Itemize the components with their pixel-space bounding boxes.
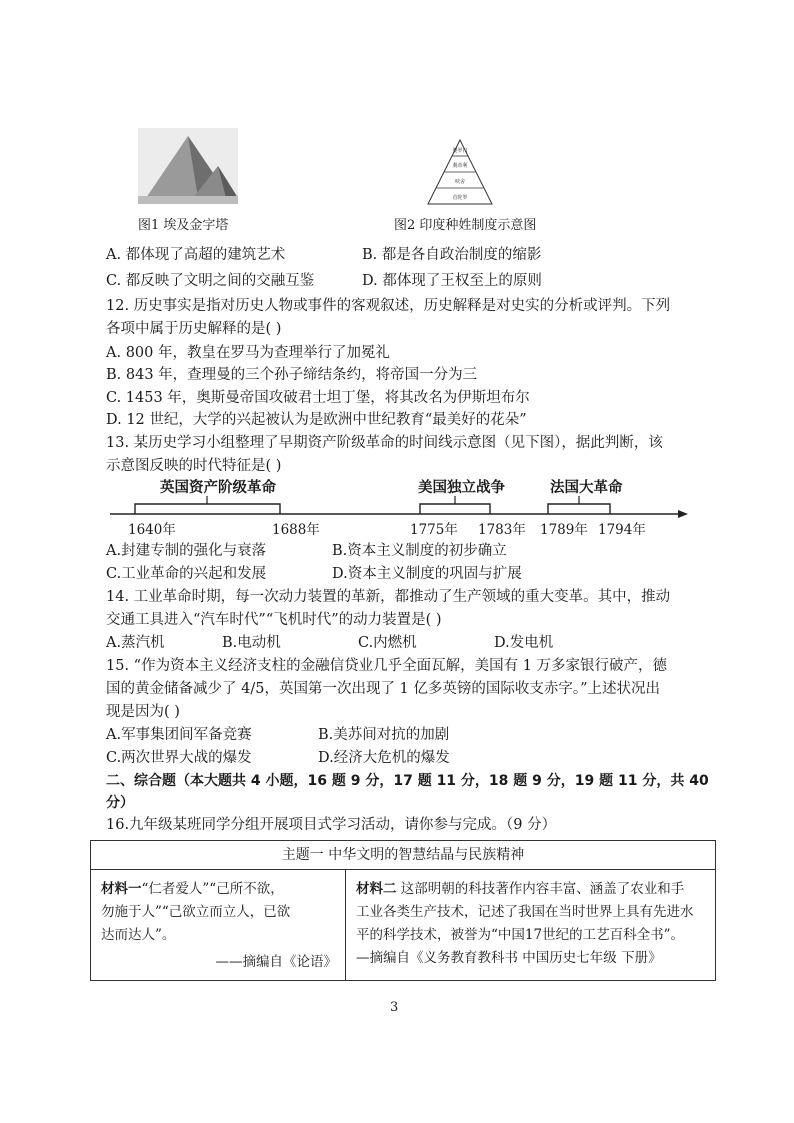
section2-heading-line2: 分）: [106, 795, 134, 811]
q12-stem-line1: 12. 历史事实是指对历史人物或事件的客观叙述，历史解释是对史实的分析或评判。下列: [106, 298, 671, 314]
material-one-cell: [91, 870, 346, 981]
q15-option-a: A.军事集团间军备竞赛: [106, 727, 252, 743]
q12-stem-line2: 各项中属于历史解释的是( ): [106, 321, 282, 337]
caste-level-4: 首陀罗: [452, 195, 468, 201]
q15-stem-line2: 国的黄金储备减少了 4/5，英国第一次出现了 1 亿多英镑的国际收支赤字。”上述状况出: [106, 681, 661, 697]
q13-option-d: D.资本主义制度的巩固与扩展: [332, 566, 522, 582]
timeline-year-1688: 1688年: [272, 522, 320, 538]
q15-option-c: C.两次世界大战的爆发: [106, 750, 252, 766]
q13-stem-line2: 示意图反映的时代特征是( ): [106, 458, 282, 474]
fig1-caption: 图1 埃及金字塔: [138, 218, 229, 233]
q15-option-d: D.经济大危机的爆发: [318, 750, 450, 766]
q12-option-c: C. 1453 年，奥斯曼帝国攻破君士坦丁堡，将其改名为伊斯坦布尔: [106, 390, 530, 406]
timeline-year-1640: 1640年: [128, 522, 176, 538]
material-two-line2: 工业各类生产技术，记述了我国在当时世界上具有先进水: [356, 904, 694, 920]
caste-level-2: 刹帝利: [452, 163, 468, 169]
caste-level-1: 婆罗门: [452, 148, 468, 154]
q11-option-a: A. 都体现了高超的建筑艺术: [106, 247, 286, 263]
q11-option-d: D. 都体现了王权至上的原则: [362, 273, 542, 289]
fig2-caption: 图2 印度种姓制度示意图: [394, 218, 537, 233]
q12-option-b: B. 843 年，查理曼的三个孙子缔结条约，将帝国一分为三: [106, 367, 478, 383]
timeline-year-1783: 1783年: [478, 522, 526, 538]
q13-option-a: A.封建专制的强化与衰落: [106, 543, 267, 559]
material-one-source: ——摘编自《论语》: [215, 954, 337, 970]
material-two-cell: [346, 870, 716, 981]
material-two-line3: 平的科学技术，被誉为“中国17世纪的工艺百科全书”。: [356, 927, 684, 943]
q14-stem-line1: 14. 工业革命时期，每一次动力装置的革新，都推动了生产领域的重大变革。其中，推动: [106, 589, 671, 605]
pyramids-photo: [138, 128, 238, 204]
q14-option-a: A.蒸汽机: [106, 635, 165, 651]
q14-option-d: D.发电机: [494, 635, 554, 651]
q12-option-a: A. 800 年，教皇在罗马为查理举行了加冕礼: [106, 345, 390, 361]
q16-material-table: [90, 840, 716, 981]
q12-option-d: D. 12 世纪，大学的兴起被认为是欧洲中世纪教育“最美好的花朵”: [106, 412, 527, 428]
q16-stem: 16.九年级某班同学分组开展项目式学习活动，请你参与完成。（9 分）: [106, 817, 557, 833]
q13-stem-line1: 13. 某历史学习小组整理了早期资产阶级革命的时间线示意图（见下图），据此判断，该: [106, 435, 663, 451]
timeline-year-1794: 1794年: [598, 522, 646, 538]
material-two-source: —摘编自《义务教育教科书 中国历史七年级 下册》: [356, 950, 662, 966]
q14-option-c: C.内燃机: [358, 635, 417, 651]
q15-option-b: B.美苏间对抗的加剧: [318, 727, 450, 743]
timeline-label-american: 美国独立战争: [418, 480, 505, 496]
material-one-line1: “仁者爱人”“己所不欲，: [141, 881, 284, 897]
timeline-label-french: 法国大革命: [550, 480, 623, 496]
q13-option-c: C.工业革命的兴起和发展: [106, 566, 267, 582]
section2-heading-line1: 二、综合题（本大题共 4 小题，16 题 9 分，17 题 11 分，18 题 9 分，19 题 11 分，共 40: [106, 773, 709, 789]
timeline-year-1775: 1775年: [410, 522, 458, 538]
q15-stem-line3: 现是因为( ): [106, 704, 180, 720]
material-one-line2: 勿施于人”“己欲立而立人，已欲: [101, 904, 291, 920]
q14-option-b: B.电动机: [222, 635, 281, 651]
caste-level-3: 吠舍: [454, 179, 465, 185]
timeline-year-1789: 1789年: [540, 522, 588, 538]
q11-option-b: B. 都是各自政治制度的缩影: [362, 247, 542, 263]
timeline-label-english: 英国资产阶级革命: [160, 480, 276, 496]
material-one-label: 材料一: [101, 881, 142, 897]
material-one-line3: 达而达人”。: [101, 927, 176, 943]
q14-stem-line2: 交通工具进入“汽车时代”“飞机时代”的动力装置是( ): [106, 612, 442, 628]
theme-header: 主题一 中华文明的智慧结晶与民族精神: [91, 841, 716, 870]
material-two-label: 材料二: [356, 881, 397, 897]
caste-pyramid-diagram: [425, 138, 495, 206]
q11-option-c: C. 都反映了文明之间的交融互鉴: [106, 273, 315, 289]
page-number: 3: [390, 1000, 399, 1015]
material-two-line1: 这部明朝的科技著作内容丰富、涵盖了农业和手: [396, 881, 685, 897]
q13-option-b: B.资本主义制度的初步确立: [332, 543, 507, 559]
q15-stem-line1: 15. “作为资本主义经济支柱的金融信贷业几乎全面瓦解，美国有 1 万多家银行破产，德: [106, 658, 668, 674]
